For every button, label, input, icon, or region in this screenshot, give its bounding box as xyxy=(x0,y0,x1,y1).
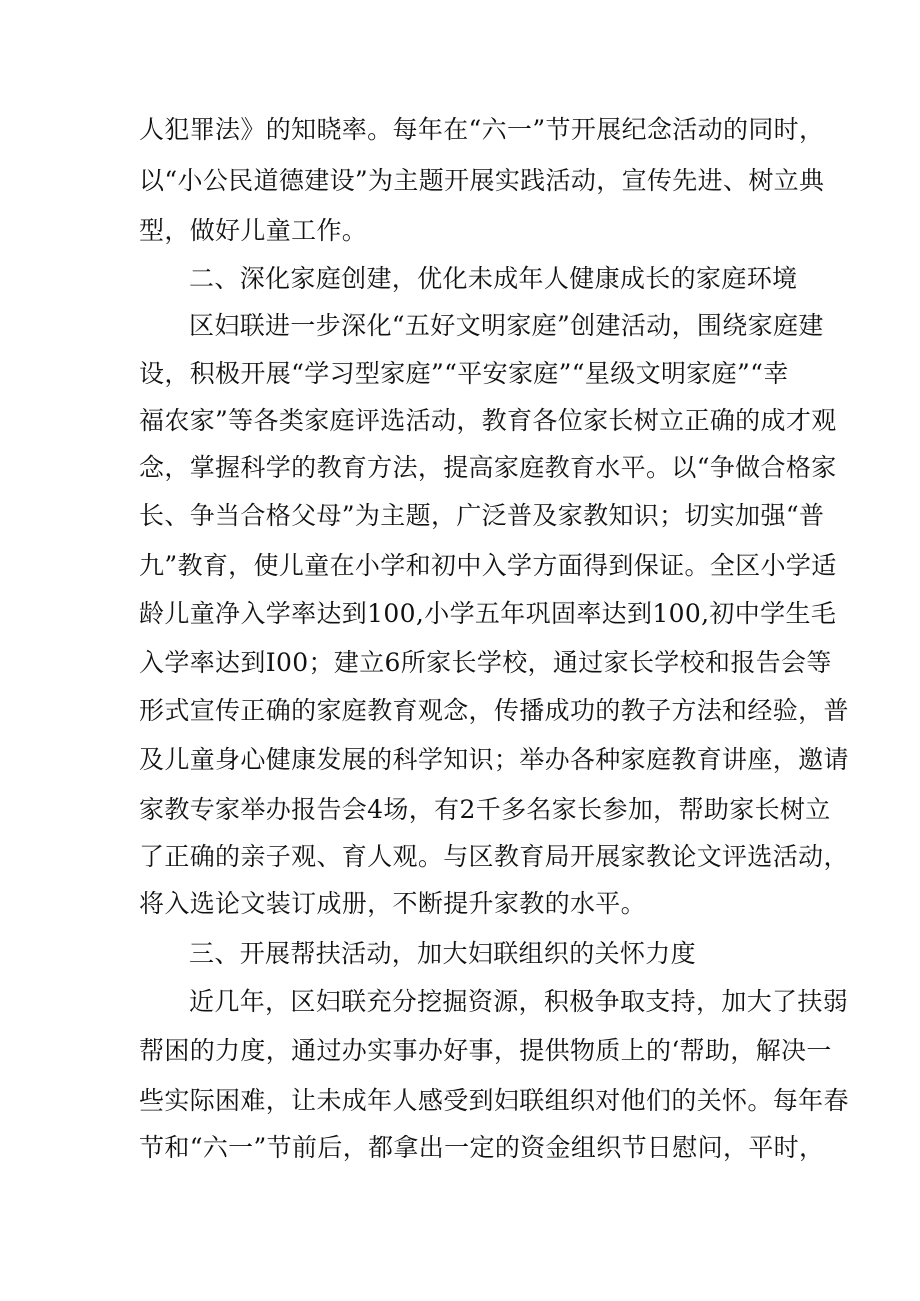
text-line: 长、争当合格父母”为主题，广泛普及家教知识；切实加强“普 xyxy=(139,501,825,530)
text-line: 形式宣传正确的家庭教育观念，传播成功的教子方法和经验，普 xyxy=(139,696,849,725)
text-line: 了正确的亲子观、育人观。与区教育局开展家教论文评选活动， xyxy=(139,842,849,871)
text-line: 福农家”等各类家庭评选活动，教育各位家长树立正确的成才观 xyxy=(139,406,837,435)
text-line: 龄儿童净入学率达到100,小学五年巩固率达到100,初中学生毛 xyxy=(139,599,837,628)
text-line: 将入选论文装订成册，不断提升家教的水平。 xyxy=(139,889,647,918)
text-line: 人犯罪法》的知晓率。每年在“六一”节开展纪念活动的同时， xyxy=(139,115,825,144)
text-line: 念，掌握科学的教育方法，提高家庭教育水平。以“争做合格家 xyxy=(139,453,837,482)
paragraph-start: 近几年，区妇联充分挖掘资源，积极争取支持，加大了扶弱 xyxy=(189,987,849,1016)
text-line: 九”教育，使儿童在小学和初中入学方面得到保证。全区小学适 xyxy=(139,551,837,580)
text-line: 型，做好儿童工作。 xyxy=(139,216,368,245)
text-line: 及儿童身心健康发展的科学知识；举办各种家庭教育讲座，邀请 xyxy=(139,745,849,774)
text-line: 节和“六一”节前后，都拿出一定的资金组织节日慰问，平时， xyxy=(139,1133,825,1162)
text-line: 些实际困难，让未成年人感受到妇联组织对他们的关怀。每年春 xyxy=(139,1086,849,1115)
text-line: 帮困的力度，通过办实事办好事，提供物质上的‘帮助，解决一 xyxy=(139,1036,832,1065)
text-line: 设，积极开展“学习型家庭”“平安家庭”“星级文明家庭”“幸 xyxy=(139,359,789,388)
paragraph-start: 区妇联进一步深化“五好文明家庭”创建活动，围绕家庭建 xyxy=(189,311,824,340)
section-heading-2: 二、深化家庭创建，优化未成年人健康成长的家庭环境 xyxy=(189,264,798,293)
section-heading-3: 三、开展帮扶活动，加大妇联组织的关怀力度 xyxy=(189,939,697,968)
text-line: 以“小公民道德建设”为主题开展实践活动，宣传先进、树立典 xyxy=(139,166,825,195)
text-line: 入学率达到I00；建立6所家长学校，通过家长学校和报告会等 xyxy=(139,648,832,677)
text-line: 家教专家举办报告会4场，有2千多名家长参加，帮助家长树立 xyxy=(139,795,831,824)
